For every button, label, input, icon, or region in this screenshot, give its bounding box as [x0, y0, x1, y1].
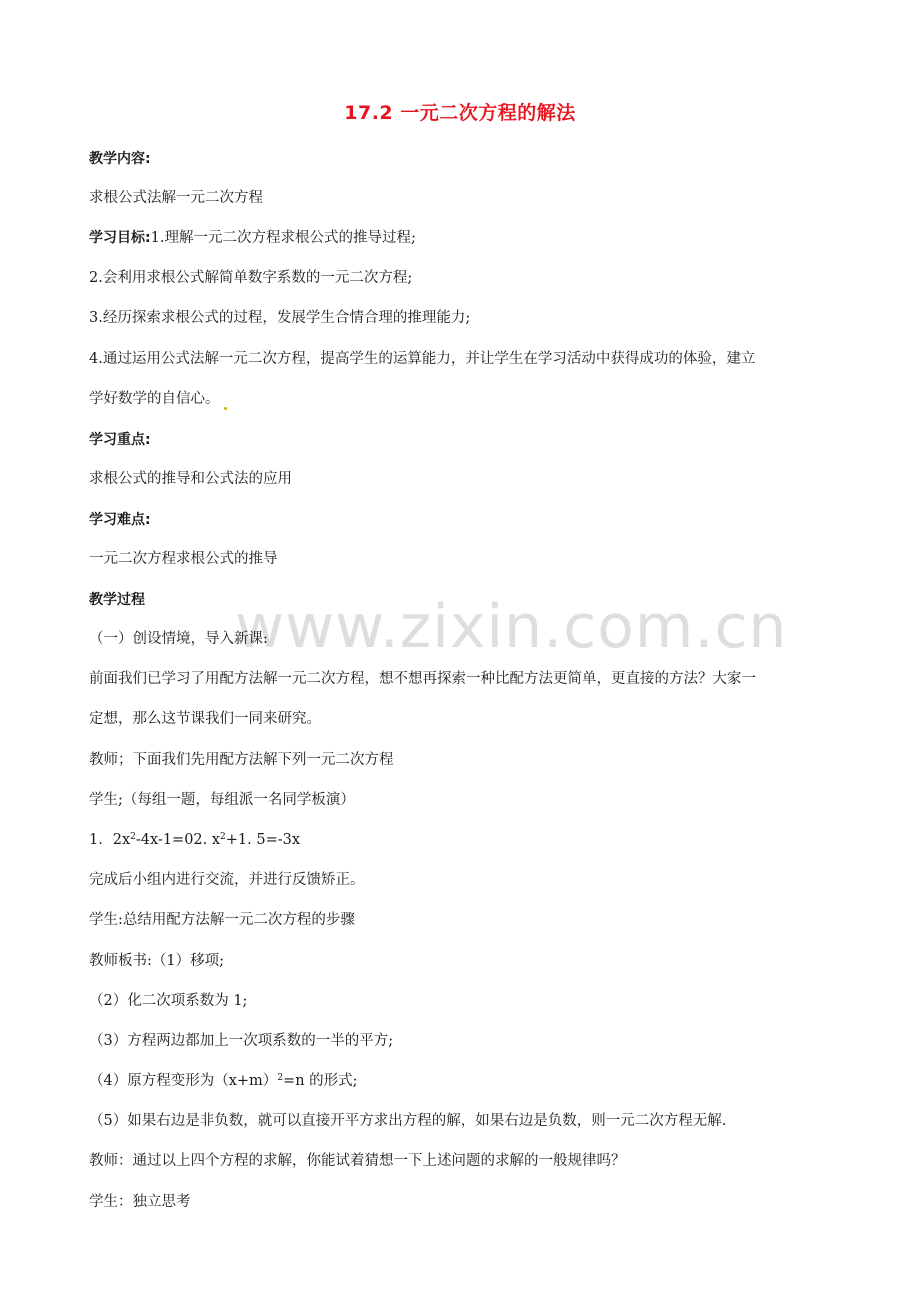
- process-step-1: （一）创设情境，导入新课:: [89, 631, 268, 647]
- content-text: 求根公式法解一元二次方程: [89, 190, 263, 206]
- key-text: 求根公式的推导和公式法的应用: [89, 471, 292, 487]
- goal-item-4-line2: 学好数学的自信心。: [89, 388, 834, 410]
- section-heading-content: 教学内容:: [89, 151, 151, 167]
- teacher-line-2: 教师：通过以上四个方程的求解，你能试着猜想一下上述问题的求解的一般规律吗？: [89, 1153, 626, 1169]
- student-line-2: 学生:总结用配方法解一元二次方程的步骤: [89, 912, 355, 928]
- watermark: www.zixin.com.cn: [235, 592, 788, 662]
- student-line-1: 学生;（每组一题，每组派一名同学板演）: [89, 792, 355, 808]
- goal-item-4-line1: 4.通过运用公式法解一元二次方程，提高学生的运算能力，并让学生在学习活动中获得成功的体验，建立: [89, 351, 756, 367]
- teacher-line-1: 教师；下面我们先用配方法解下列一元二次方程: [89, 752, 394, 768]
- section-heading-difficulty: 学习难点:: [89, 512, 151, 528]
- board-step-2: （2）化二次项系数为 1;: [89, 993, 248, 1009]
- paragraph-line-1: 前面我们已学习了用配方法解一元二次方程，想不想再探索一种比配方法更简单，更直接的方法？大家一: [89, 671, 756, 687]
- goal-item-2: 2.会利用求根公式解简单数字系数的一元二次方程;: [89, 270, 413, 286]
- board-step-5: （5）如果右边是非负数，就可以直接开平方求出方程的解，如果右边是负数，则一元二次方程无解.: [89, 1113, 727, 1129]
- board-step-3: （3）方程两边都加上一次项系数的一半的平方;: [89, 1033, 394, 1049]
- mark-dot-icon: [224, 407, 227, 410]
- equation-line: 1．$2x^2-4x-1=02$. $x^2+1$. 5=-3x: [89, 832, 301, 848]
- goal-item-1: 1.理解一元二次方程求根公式的推导过程;: [150, 230, 416, 246]
- document-title: 17.2 一元二次方程的解法: [344, 102, 576, 124]
- section-heading-key: 学习重点:: [89, 432, 151, 448]
- board-step-1: 教师板书:（1）移项;: [89, 953, 224, 969]
- after-equation-text: 完成后小组内进行交流，并进行反馈矫正。: [89, 872, 365, 888]
- goal-item-3: 3.经历探索求根公式的过程，发展学生合情合理的推理能力;: [89, 310, 471, 326]
- difficulty-text: 一元二次方程求根公式的推导: [89, 551, 278, 567]
- section-heading-goals: 学习目标:: [89, 230, 151, 246]
- goals-line: [89, 227, 834, 249]
- board-step-4: （4）原方程变形为$(x+m)^2=n$ 的形式;: [89, 1073, 358, 1089]
- paragraph-line-2: 定想，那么这节课我们一同来研究。: [89, 711, 321, 727]
- section-heading-process: 教学过程: [89, 592, 145, 608]
- student-line-3: 学生：独立思考: [89, 1194, 191, 1210]
